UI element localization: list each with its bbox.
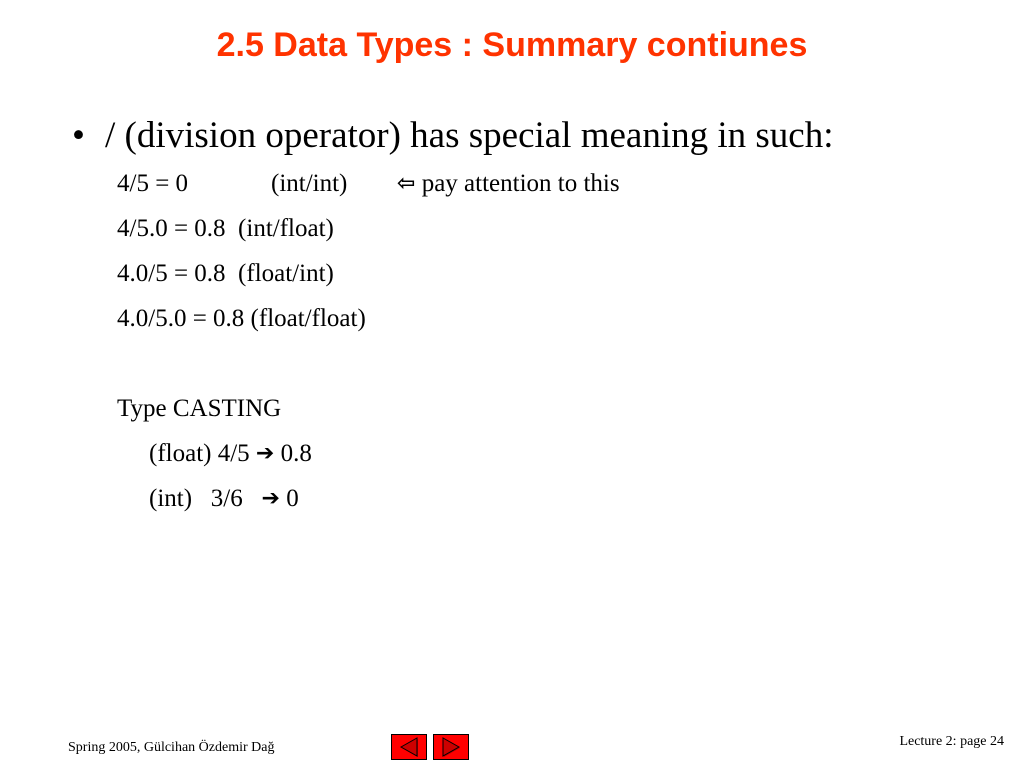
casting-example-row: [149, 485, 299, 513]
division-example-row: [117, 260, 334, 288]
next-slide-button[interactable]: [433, 734, 469, 760]
division-types: (float/int): [238, 260, 334, 287]
footer-page-number: Lecture 2: page 24: [899, 734, 1004, 749]
right-arrow-icon: [434, 735, 468, 759]
right-arrow-icon: ➔: [255, 441, 275, 466]
division-note: pay attention to this: [421, 170, 620, 197]
slide-title: 2.5 Data Types : Summary contiunes: [216, 26, 808, 64]
casting-example-row: [149, 440, 312, 468]
bullet-text: / (division operator) has special meaning in such:: [105, 115, 834, 156]
division-expression: 4.0/5 = 0.8: [117, 260, 226, 287]
division-example-row: [117, 170, 620, 198]
right-arrow-icon: ➔: [261, 486, 280, 511]
division-expression: 4/5.0 = 0.8: [117, 215, 226, 242]
casting-result: 0.8: [280, 440, 312, 467]
casting-result: 0: [286, 485, 299, 512]
division-types: (float/float): [250, 305, 366, 332]
division-expression: 4/5 = 0: [117, 170, 189, 197]
casting-heading: Type CASTING: [117, 395, 282, 422]
left-arrow-icon: [392, 735, 426, 759]
previous-slide-button[interactable]: [391, 734, 427, 760]
division-types: (int/float): [238, 215, 334, 242]
footer-author: Spring 2005, Gülcihan Özdemir Dağ: [68, 740, 275, 755]
bullet-marker: •: [72, 115, 85, 156]
casting-expression: (int) 3/6: [149, 485, 243, 512]
left-arrow-icon: ⇦: [397, 171, 416, 196]
division-expression: 4.0/5.0 = 0.8: [117, 305, 245, 332]
division-example-row: [117, 305, 366, 333]
division-types: (int/int): [271, 170, 348, 197]
casting-expression: (float) 4/5: [149, 440, 250, 467]
division-example-row: [117, 215, 334, 243]
bullet-item: [72, 114, 834, 157]
